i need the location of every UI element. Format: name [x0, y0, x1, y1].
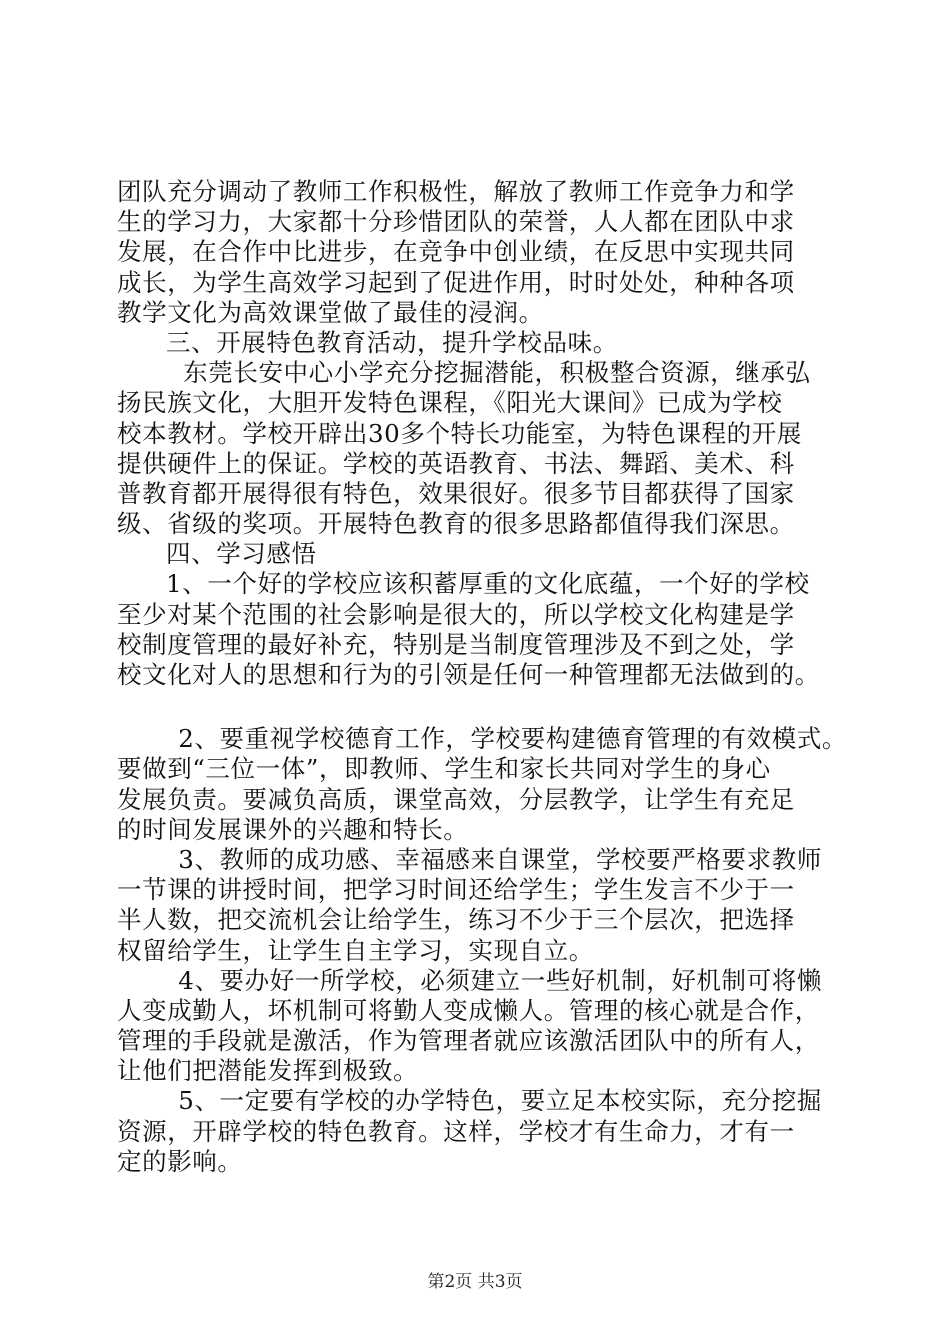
text-line: 1、一个好的学校应该积蓄厚重的文化底蕴，一个好的学校 — [166, 569, 810, 599]
blank-line — [117, 690, 853, 724]
text-line: 成长，为学生高效学习起到了促进作用，时时处处，种种各项 — [117, 267, 795, 297]
text-line: 团队充分调动了教师工作积极性，解放了教师工作竞争力和学 — [117, 177, 795, 206]
text-line: 让他们把潜能发挥到极致。 — [117, 1056, 419, 1086]
text-line: 普教育都开展得很有特色，效果很好。很多节目都获得了国家 — [117, 478, 795, 508]
text-line: 的时间发展课外的兴趣和特长。 — [117, 814, 469, 844]
text-line: 半人数，把交流机会让给学生，练习不少于三个层次，把选择 — [117, 905, 795, 935]
text-line: 校文化对人的思想和行为的引领是任何一种管理都无法做到的。 — [117, 660, 820, 689]
text-line: 一节课的讲授时间，把学习时间还给学生；学生发言不少于一 — [117, 875, 795, 905]
text-line: 校本教材。学校开辟出30多个特长功能室，为特色课程的开展 — [117, 418, 802, 448]
page-footer: 第2页 共3页 — [427, 1272, 523, 1292]
text-line: 至少对某个范围的社会影响是很大的，所以学校文化构建是学 — [117, 599, 795, 629]
text-line: 2、要重视学校德育工作，学校要构建德育管理的有效模式。 — [178, 724, 848, 754]
text-line: 提供硬件上的保证。学校的英语教育、书法、舞蹈、美术、科 — [117, 448, 795, 478]
text-line: 要做到“三位一体”，即教师、学生和家长共同对学生的身心 — [117, 754, 771, 784]
text-line: 4、要办好一所学校，必须建立一些好机制，好机制可将懒 — [178, 965, 822, 995]
text-line: 扬民族文化，大胆开发特色课程，《阳光大课间》已成为学校 — [117, 388, 783, 418]
text-line: 发展，在合作中比进步，在竞争中创业绩，在反思中实现共同 — [117, 237, 795, 267]
text-line: 三、开展特色教育活动，提升学校品味。 — [166, 327, 618, 357]
text-line: 资源，开辟学校的特色教育。这样，学校才有生命力，才有一 — [117, 1116, 795, 1146]
text-line: 发展负责。要减负高质，课堂高效，分层教学，让学生有充足 — [117, 784, 795, 814]
text-line: 权留给学生，让学生自主学习，实现自立。 — [117, 935, 594, 965]
text-line: 教学文化为高效课堂做了最佳的浸润。 — [117, 297, 544, 327]
text-line: 校制度管理的最好补充，特别是当制度管理涉及不到之处，学 — [117, 629, 795, 659]
text-line: 5、一定要有学校的办学特色，要立足本校实际，充分挖掘 — [178, 1086, 822, 1116]
text-line: 东莞长安中心小学充分挖掘潜能，积极整合资源，继承弘 — [183, 358, 811, 388]
text-line: 定的影响。 — [117, 1146, 243, 1176]
text-line: 生的学习力，大家都十分珍惜团队的荣誉，人人都在团队中求 — [117, 207, 795, 237]
text-line: 四、学习感悟 — [166, 539, 317, 569]
text-line: 级、省级的奖项。开展特色教育的很多思路都值得我们深思。 — [117, 509, 795, 539]
text-line: 人变成勤人，坏机制可将勤人变成懒人。管理的核心就是合作， — [117, 995, 820, 1025]
text-line: 3、教师的成功感、幸福感来自课堂，学校要严格要求教师 — [178, 844, 822, 874]
document-body — [117, 177, 853, 1177]
text-line: 管理的手段就是激活，作为管理者就应该激活团队中的所有人， — [117, 1026, 820, 1056]
